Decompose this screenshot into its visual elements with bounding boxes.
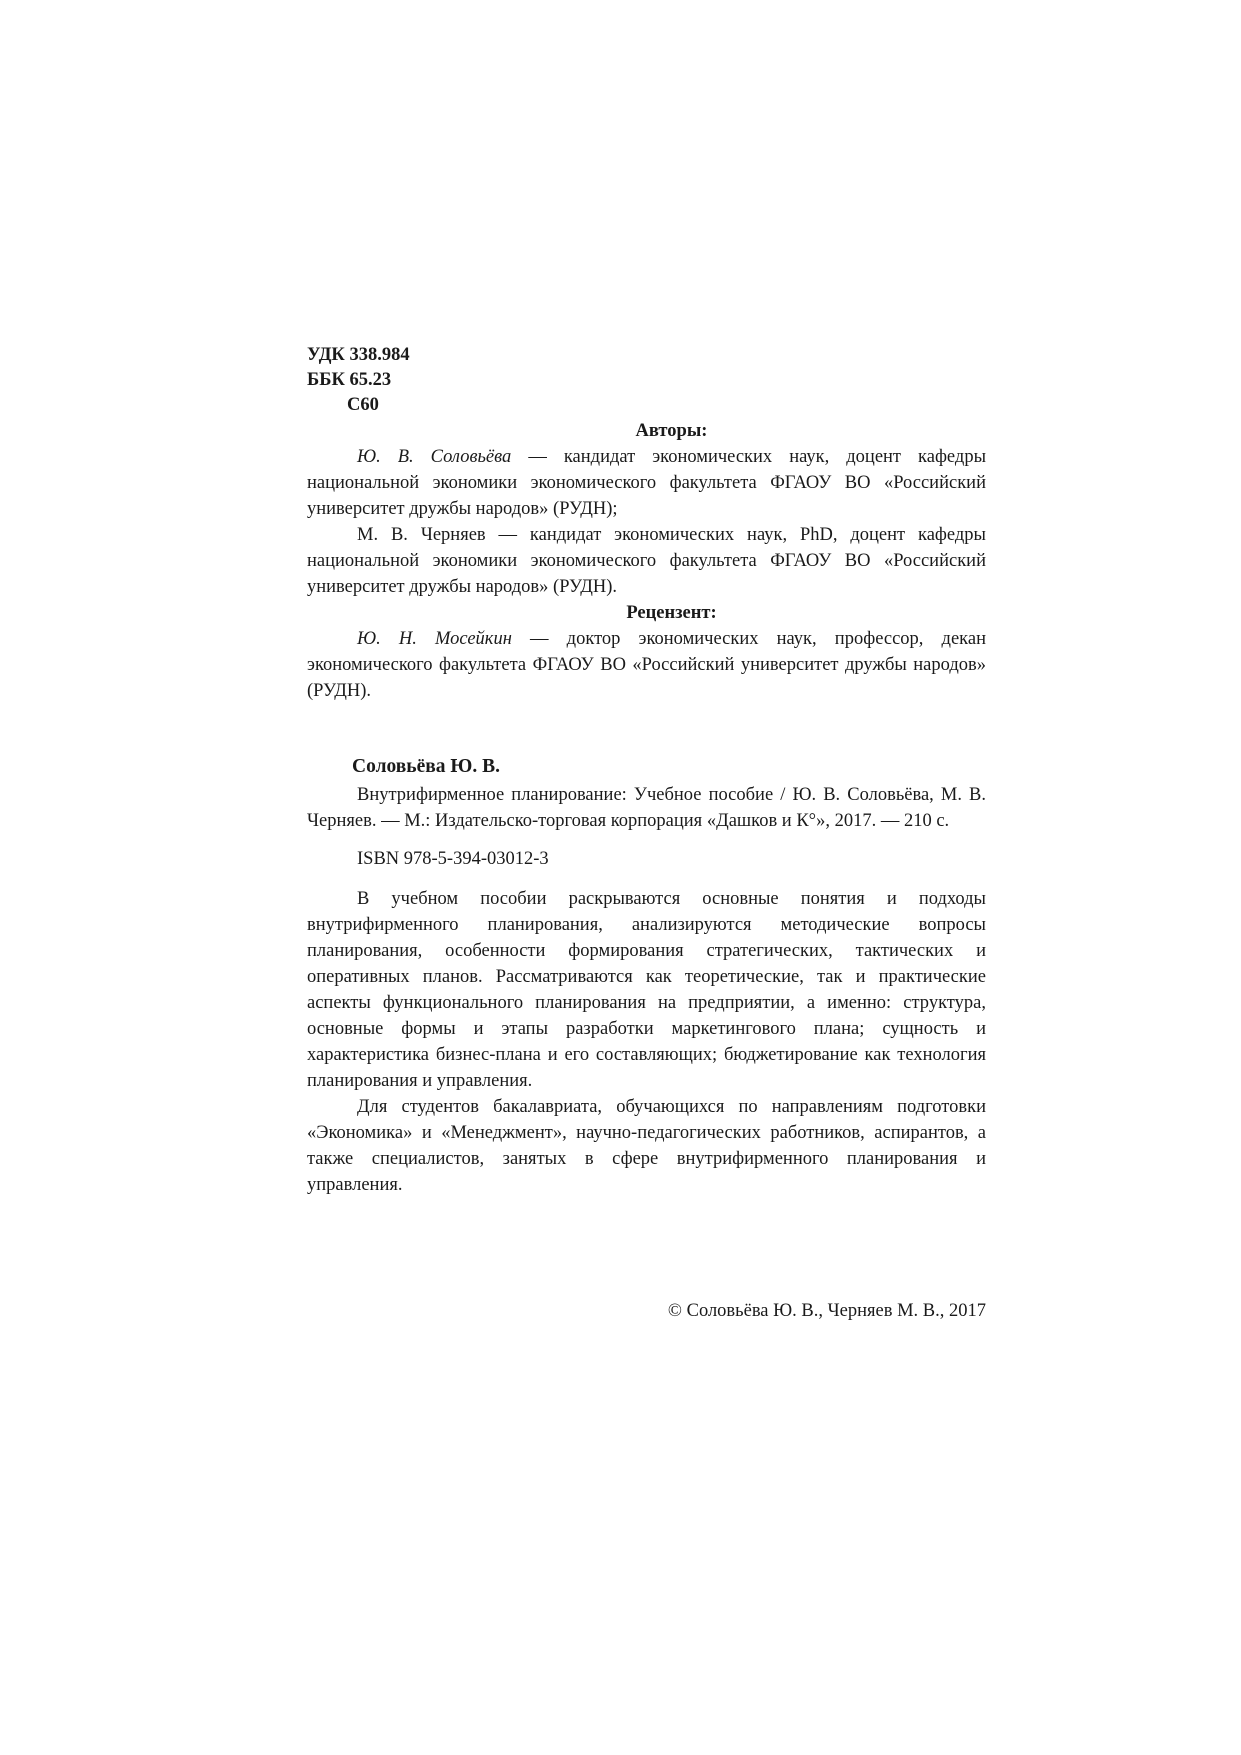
udk-code: УДК 338.984 (307, 345, 410, 365)
cutter-code: С60 (347, 395, 379, 415)
bibliography-record: Внутрифирменное планирование: Учебное пособие / Ю. В. Соловьёва, М. В. Черняев. — М.: Издательско-торговая корпорация «Дашков и К°», 2017. — 210 с. (307, 785, 986, 831)
abstract (307, 886, 986, 1198)
author-name: М. В. Черняев (357, 525, 486, 545)
credits-section (307, 418, 986, 704)
reviewer-entry (307, 626, 986, 704)
reviewer-description: — доктор экономических наук, профессор, декан экономического факультета ФГАОУ ВО «Российский университет дружбы народов» (РУДН). (307, 629, 986, 701)
abstract-paragraph: Для студентов бакалавриата, обучающихся по направлениям подготовки «Экономика» и «Менеджмент», научно-педагогических работников, аспирантов, а также специалистов, занятых в сфере внутрифирменного планирования и управления. (307, 1097, 986, 1195)
author-description: — кандидат экономических наук, доцент кафедры национальной экономики экономического факультета ФГАОУ ВО «Российский университет дружбы народов» (РУДН); (307, 447, 986, 519)
bbk-code: ББК 65.23 (307, 370, 392, 390)
author-entry (307, 522, 986, 600)
copyright-notice: © Соловьёва Ю. В., Черняев М. В., 2017 (667, 1301, 986, 1321)
abstract-paragraph: В учебном пособии раскрываются основные понятия и подходы внутрифирменного планирования, анализируются методические вопросы планирования, особенности формирования стратегических, тактических и оперативных планов. Рассматриваются как теоретические, так и практические аспекты функционального планирования на предприятии, а именно: структура, основные формы и этапы разработки маркетингового плана; сущность и характеристика бизнес-плана и его составляющих; бюджетирование как технология планирования и управления. (307, 889, 986, 1091)
author-description: — кандидат экономических наук, PhD, доцент кафедры национальной экономики экономического факультета ФГАОУ ВО «Российский университет дружбы народов» (РУДН). (307, 525, 986, 597)
classification-codes (307, 343, 986, 418)
isbn: ISBN 978-5-394-03012-3 (357, 849, 549, 869)
bibliographic-record (307, 754, 986, 1198)
authors-heading: Авторы: (635, 421, 708, 441)
author-name: Ю. В. Соловьёва (357, 447, 512, 467)
bibliography-author: Соловьёва Ю. В. (352, 756, 501, 777)
reviewer-name: Ю. Н. Мосейкин (357, 629, 512, 649)
reviewer-heading: Рецензент: (626, 603, 717, 623)
author-entry (307, 444, 986, 522)
